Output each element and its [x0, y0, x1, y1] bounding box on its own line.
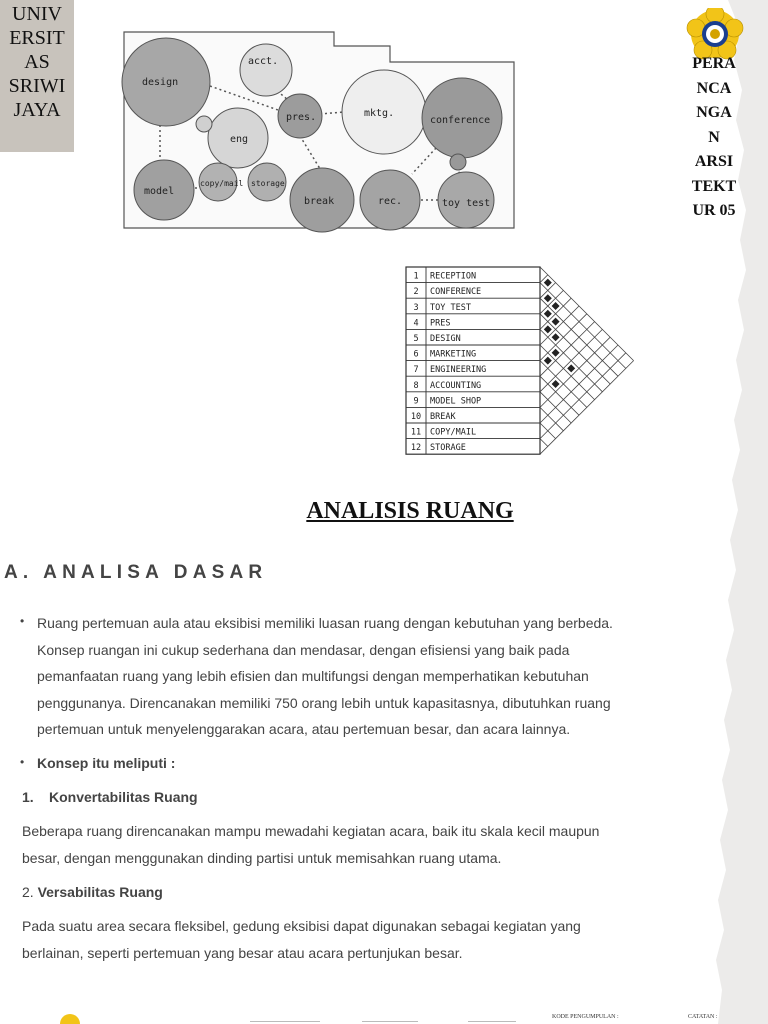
footer-divider [250, 1021, 320, 1022]
matrix-row-label: MARKETING [430, 349, 477, 360]
matrix-row-label: PRES [430, 318, 451, 329]
matrix-row-number: 1 [413, 271, 419, 282]
matrix-row-label: CONFERENCE [430, 287, 482, 298]
bubble-label: conference [430, 115, 491, 126]
text-line: besar, dengan menggunakan dinding partisi untuk memisahkan ruang utama. [22, 849, 502, 866]
matrix-relation-mark [544, 310, 552, 318]
bubble-label: model [144, 186, 175, 197]
matrix-row-label: MODEL SHOP [430, 396, 482, 407]
bubble-label: design [142, 77, 179, 88]
bubble-acct [240, 44, 292, 96]
item2-paragraph [22, 913, 581, 966]
text-line: Pada suatu area secara fleksibel, gedung eksibisi dapat digunakan sebagai kegiatan yang [22, 918, 581, 934]
item2-heading [22, 884, 163, 900]
matrix-relation-mark [544, 325, 552, 333]
bubble-label: toy test [442, 198, 491, 209]
footer-catatan: CATATAN : [688, 1014, 718, 1020]
matrix-row-number: 6 [413, 349, 419, 360]
bubble-label: break [304, 196, 335, 207]
matrix-relation-mark [544, 294, 552, 302]
matrix-relation-mark [552, 318, 560, 326]
bubble-label: mktg. [364, 108, 395, 119]
university-line: ERSIT [9, 27, 65, 49]
course-line: NCA [696, 79, 732, 97]
bubble-label: storage [251, 179, 285, 188]
matrix-relation-mark [552, 380, 560, 388]
footer-logo-icon [58, 1012, 82, 1024]
matrix-relation-mark [552, 333, 560, 341]
university-line: SRIWI [8, 75, 66, 97]
intro-paragraph [37, 610, 613, 743]
matrix-relation-mark [567, 364, 575, 372]
text-line: Konsep ruangan ini cukup sederhana dan mendasar, dengan efisiensi yang baik pada [37, 641, 570, 658]
item-title: Konvertabilitas Ruang [49, 789, 198, 805]
matrix-lattice-line [540, 376, 579, 415]
bubble-label: copy/mail [200, 179, 244, 188]
footer-divider [468, 1021, 516, 1022]
matrix-row-label: TOY TEST [430, 302, 471, 313]
matrix-row-label: BREAK [430, 412, 456, 422]
bubble-label: rec. [378, 196, 403, 207]
bullet-marker: • [20, 755, 25, 769]
adjacency-matrix [404, 262, 640, 468]
course-line: UR 05 [692, 202, 736, 219]
matrix-row-number: 2 [413, 287, 419, 298]
matrix-row-number: 5 [413, 334, 419, 344]
course-line: ARSI [694, 153, 734, 170]
course-line: PERA [692, 55, 736, 72]
matrix-row-number: 9 [413, 396, 419, 407]
footer-kode: KODE PENGUMPULAN : [552, 1014, 619, 1020]
section-heading: A. ANALISA DASAR [4, 562, 268, 583]
matrix-row-label: COPY/MAIL [430, 427, 477, 438]
bubble-label: pres. [286, 112, 317, 123]
concept-heading: Konsep itu meliputi : [37, 755, 176, 771]
course-title [682, 52, 746, 224]
matrix-row-number: 12 [410, 443, 422, 454]
text-line: Beberapa ruang direncanakan mampu mewadahi kegiatan acara, baik itu skala kecil maupun [22, 823, 600, 839]
item-number: 1. [22, 789, 34, 805]
matrix-row-number: 10 [410, 412, 422, 422]
matrix-relation-mark [544, 279, 552, 287]
matrix-row-label: ENGINEERING [430, 365, 487, 376]
matrix-row-label: ACCOUNTING [430, 380, 482, 391]
item1-paragraph [22, 818, 599, 871]
matrix-row-number: 11 [410, 427, 422, 438]
matrix-row-number: 8 [413, 380, 419, 391]
matrix-lattice-line [540, 314, 610, 384]
matrix-lattice-line [540, 337, 610, 407]
text-line: penggunanya. Direncanakan memiliki 750 orang lebih untuk kapasitasnya, dibutuhkan ruang [37, 694, 611, 711]
text-line: pertemuan untuk menyelenggarakan acara, atau pertemuan besar, dan acara lainnya. [37, 721, 571, 737]
item-title: Versabilitas Ruang [37, 884, 163, 900]
matrix-relation-mark [544, 357, 552, 365]
footer-strip [0, 1008, 768, 1024]
course-line: TEKT [691, 177, 737, 195]
university-line: AS [24, 51, 50, 73]
bubble-label: eng [230, 134, 249, 145]
matrix-row-label: STORAGE [430, 443, 466, 454]
bubble-label: acct. [248, 56, 279, 67]
text-line: pemanfaatan ruang yang lebih efisien dan multifungsi dengan memperhatikan kebutuhan [37, 668, 589, 684]
footer-divider [362, 1021, 418, 1022]
matrix-lattice-line [540, 439, 548, 447]
course-line: NGA [696, 104, 732, 121]
matrix-lattice-line [540, 345, 595, 400]
matrix-row-label: DESIGN [430, 334, 461, 344]
matrix-lattice-line [540, 283, 626, 369]
course-line: N [708, 128, 720, 146]
matrix-row-label: RECEPTION [430, 271, 477, 282]
matrix-relation-mark [552, 349, 560, 357]
bubble-diagram [120, 28, 518, 234]
matrix-lattice-line [540, 353, 626, 439]
university-name [0, 0, 74, 152]
university-line: UNIV [12, 3, 62, 25]
page-title: ANALISIS RUANG [306, 498, 514, 524]
matrix-row-number: 3 [413, 302, 419, 313]
matrix-relation-mark [552, 302, 560, 310]
text-line: berlainan, seperti pertemuan yang besar atau acara pertunjukan besar. [22, 944, 463, 961]
bullet-marker: • [20, 614, 25, 628]
university-line: JAYA [13, 99, 61, 121]
text-line: Ruang pertemuan aula atau eksibisi memiliki luasan ruang dengan kebutuhan yang berbeda. [37, 615, 613, 631]
matrix-row-number: 7 [413, 365, 419, 376]
item-number: 2. [22, 884, 34, 900]
matrix-row-number: 4 [413, 318, 419, 329]
